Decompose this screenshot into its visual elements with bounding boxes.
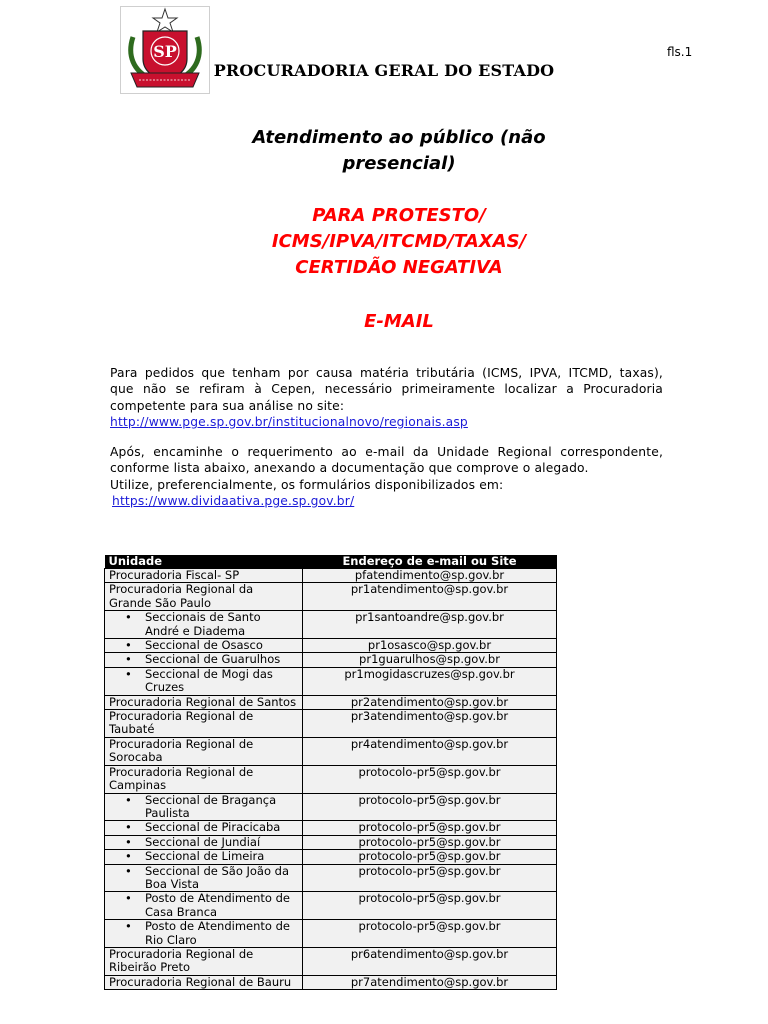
- page-folio: fls.1: [667, 45, 693, 59]
- unit-bullet-item: • Seccional de Piracicaba: [109, 821, 298, 834]
- unit-bullet-item: • Seccional de Guarulhos: [109, 653, 298, 666]
- unit-cell: [105, 611, 303, 639]
- unit-bullet-item: • Seccional de Osasco: [109, 639, 298, 652]
- table-row: [105, 975, 557, 989]
- instructions-paragraph-2: [110, 444, 663, 509]
- unit-cell: [105, 821, 303, 835]
- table-header-row: [105, 555, 557, 569]
- column-header-unit: Unidade: [105, 555, 303, 569]
- email-cell: protocolo-pr5@sp.gov.br: [303, 765, 557, 793]
- table-row: [105, 667, 557, 695]
- unit-cell: Procuradoria Regional de Sorocaba: [105, 737, 303, 765]
- table-row: [105, 583, 557, 611]
- email-cell: protocolo-pr5@sp.gov.br: [303, 821, 557, 835]
- table-row: [105, 611, 557, 639]
- email-cell: pr2atendimento@sp.gov.br: [303, 695, 557, 709]
- unit-cell: [105, 793, 303, 821]
- unit-cell: [105, 920, 303, 948]
- email-cell: protocolo-pr5@sp.gov.br: [303, 850, 557, 864]
- unit-cell: Procuradoria Fiscal- SP: [105, 569, 303, 583]
- paragraph-line: competente para sua análise no site:: [110, 398, 345, 413]
- email-cell: pr1guarulhos@sp.gov.br: [303, 653, 557, 667]
- table-row: [105, 765, 557, 793]
- table-row: [105, 569, 557, 583]
- unit-cell: [105, 653, 303, 667]
- organization-title: PROCURADORIA GERAL DO ESTADO: [213, 61, 555, 80]
- document-title: [184, 125, 614, 177]
- column-header-email: Endereço de e-mail ou Site: [303, 555, 557, 569]
- unit-cell: Procuradoria Regional de Bauru: [105, 975, 303, 989]
- unit-bullet-item: • Seccional de Bragança Paulista: [109, 794, 298, 821]
- table-row: [105, 695, 557, 709]
- unit-cell: Procuradoria Regional de Campinas: [105, 765, 303, 793]
- paragraph-line: Após, encaminhe o requerimento ao e-mail da Unidade Regional correspondente,: [110, 445, 663, 459]
- unit-bullet-item: • Seccional de Jundiaí: [109, 836, 298, 849]
- unit-cell: [105, 864, 303, 892]
- unit-bullet-item: • Posto de Atendimento de Casa Branca: [109, 892, 298, 919]
- table-row: [105, 850, 557, 864]
- unit-cell: [105, 639, 303, 653]
- table-row: [105, 793, 557, 821]
- unit-cell: [105, 892, 303, 920]
- instructions-paragraph-1: [110, 365, 663, 430]
- paragraph-line: Para pedidos que tenham por causa matéria tributária (ICMS, IPVA, ITCMD, taxas),: [110, 366, 663, 380]
- state-seal-logo: [120, 6, 210, 94]
- unit-cell: [105, 667, 303, 695]
- table-row: [105, 892, 557, 920]
- unit-cell: Procuradoria Regional da Grande São Paulo: [105, 583, 303, 611]
- email-cell: pr1mogidascruzes@sp.gov.br: [303, 667, 557, 695]
- table-row: [105, 737, 557, 765]
- unit-bullet-item: • Seccional de São João da Boa Vista: [109, 865, 298, 892]
- coat-of-arms-icon: [121, 7, 209, 93]
- email-cell: pr6atendimento@sp.gov.br: [303, 947, 557, 975]
- paragraph-line: Utilize, preferencialmente, os formulários disponibilizados em:: [110, 477, 504, 492]
- topic-heading-line: PARA PROTESTO/: [312, 205, 486, 226]
- email-cell: protocolo-pr5@sp.gov.br: [303, 864, 557, 892]
- unit-bullet-item: • Seccionais de Santo André e Diadema: [109, 611, 298, 638]
- email-cell: pr3atendimento@sp.gov.br: [303, 710, 557, 738]
- table-row: [105, 864, 557, 892]
- svg-text:SP: SP: [153, 42, 177, 61]
- email-cell: pr7atendimento@sp.gov.br: [303, 975, 557, 989]
- document-title-line: Atendimento ao público (não: [252, 127, 546, 148]
- email-cell: protocolo-pr5@sp.gov.br: [303, 835, 557, 849]
- email-cell: pfatendimento@sp.gov.br: [303, 569, 557, 583]
- table-row: [105, 920, 557, 948]
- email-cell: pr1atendimento@sp.gov.br: [303, 583, 557, 611]
- table-row: [105, 653, 557, 667]
- regional-units-table: [104, 555, 557, 990]
- table-row: [105, 835, 557, 849]
- unit-bullet-item: • Seccional de Limeira: [109, 850, 298, 863]
- topic-heading: [184, 203, 614, 281]
- topic-heading-line: ICMS/IPVA/ITCMD/TAXAS/: [271, 231, 527, 252]
- table-row: [105, 710, 557, 738]
- paragraph-line: conforme lista abaixo, anexando a documentação que comprove o alegado.: [110, 461, 589, 476]
- table-row: [105, 821, 557, 835]
- email-cell: pr1santoandre@sp.gov.br: [303, 611, 557, 639]
- unit-bullet-item: • Posto de Atendimento de Rio Claro: [109, 920, 298, 947]
- paragraph-line: que não se refiram à Cepen, necessário primeiramente localizar a Procuradoria: [110, 382, 663, 397]
- table-row: [105, 947, 557, 975]
- email-cell: protocolo-pr5@sp.gov.br: [303, 920, 557, 948]
- divida-ativa-link[interactable]: https://www.dividaativa.pge.sp.gov.br/: [112, 493, 355, 508]
- unit-cell: [105, 850, 303, 864]
- channel-heading: E-MAIL: [364, 311, 434, 332]
- table-row: [105, 639, 557, 653]
- topic-heading-line: CERTIDÃO NEGATIVA: [295, 257, 503, 278]
- email-cell: pr4atendimento@sp.gov.br: [303, 737, 557, 765]
- document-title-line: presencial): [342, 153, 456, 174]
- unit-cell: [105, 835, 303, 849]
- unit-cell: Procuradoria Regional de Santos: [105, 695, 303, 709]
- unit-bullet-item: • Seccional de Mogi das Cruzes: [109, 668, 298, 695]
- unit-cell: Procuradoria Regional de Taubaté: [105, 710, 303, 738]
- unit-cell: Procuradoria Regional de Ribeirão Preto: [105, 947, 303, 975]
- email-cell: protocolo-pr5@sp.gov.br: [303, 793, 557, 821]
- email-cell: protocolo-pr5@sp.gov.br: [303, 892, 557, 920]
- regionais-link[interactable]: http://www.pge.sp.gov.br/institucionalnovo/regionais.asp: [110, 414, 468, 429]
- email-cell: pr1osasco@sp.gov.br: [303, 639, 557, 653]
